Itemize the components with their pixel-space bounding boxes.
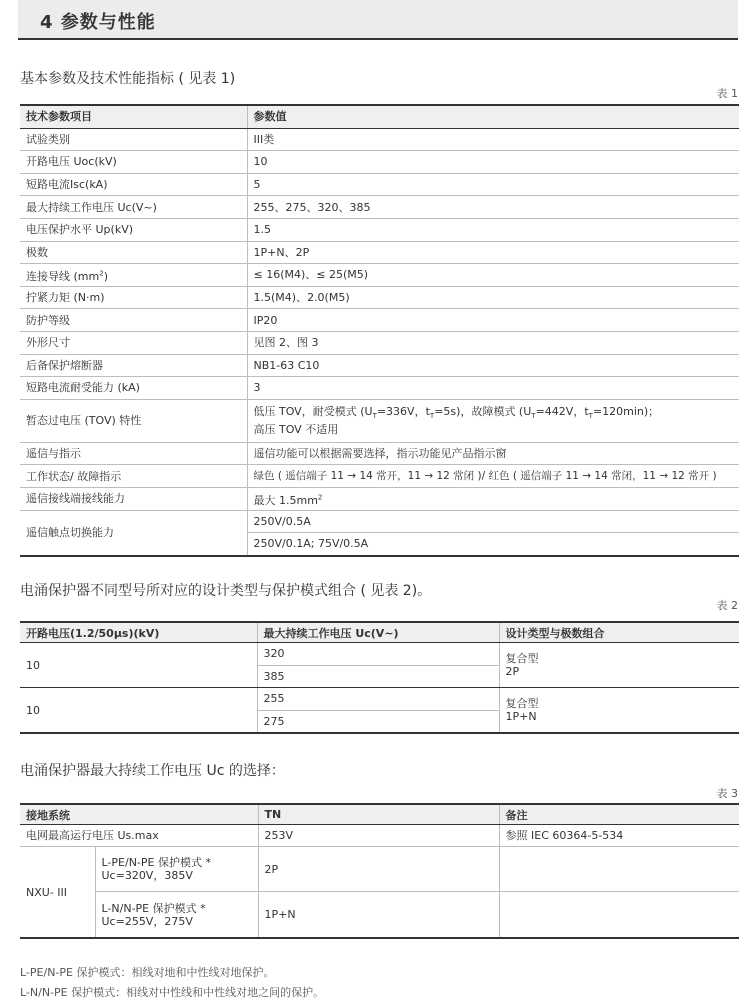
poles-label: 2P: [505, 665, 520, 678]
col-header-uoc: 开路电压(1.2/50μs)(kV): [20, 622, 257, 643]
mode-note: [499, 892, 739, 938]
table1-intro: 基本参数及技术性能指标 ( 见表 1): [20, 71, 236, 87]
uc-cell: 275: [257, 710, 499, 733]
param-value: 3: [247, 377, 739, 400]
table-row: [20, 286, 739, 309]
param-value: 1P+N、2P: [247, 241, 739, 264]
param-value: [247, 487, 739, 510]
table2-intro: 电涌保护器不同型号所对应的设计类型与保护模式组合 ( 见表 2)。: [20, 583, 432, 599]
col-header-value: 参数值: [247, 105, 739, 128]
section-header: [18, 0, 738, 40]
col-header-uc: 最大持续工作电压 Uc(V~): [257, 622, 499, 643]
param-value: 见图 2、图 3: [247, 331, 739, 354]
mode-label: L-N/N-PE 保护模式 *: [101, 901, 206, 915]
mode-tn: 1P+N: [258, 892, 499, 938]
col-header-grounding: 接地系统: [20, 804, 258, 825]
mode-note: [499, 847, 739, 892]
table-row: [20, 309, 739, 332]
usmax-tn: 253V: [258, 825, 499, 847]
table-header-row: [20, 105, 739, 128]
table3-label: 表 3: [716, 787, 738, 800]
footnote-1: L-PE/N-PE 保护模式：相线对地和中性线对地保护。: [20, 966, 275, 979]
table-row: [20, 196, 739, 219]
param-value: 1.5(M4)、2.0(M5): [247, 286, 739, 309]
table-row: [20, 643, 739, 666]
mode-label: L-PE/N-PE 保护模式 *: [101, 856, 211, 870]
poles-label: 1P+N: [505, 710, 537, 723]
param-name: 防护等级: [20, 309, 247, 332]
table-header-row: [20, 622, 739, 643]
param-name: 后备保护熔断器: [20, 354, 247, 377]
mode-uc: Uc=320V，385V: [101, 869, 193, 883]
mode-cell: [95, 892, 258, 938]
table-row: [20, 151, 739, 174]
param-value: 1.5: [247, 218, 739, 241]
table1-label: 表 1: [716, 87, 738, 100]
param-name: 电压保护水平 Up(kV): [20, 218, 247, 241]
param-name: [20, 264, 247, 287]
param-value: III类: [247, 128, 739, 151]
mode-tn: 2P: [258, 847, 499, 892]
table-row: [20, 487, 739, 510]
param-value: NB1-63 C10: [247, 354, 739, 377]
param-value: 255、275、320、385: [247, 196, 739, 219]
table-row: [20, 354, 739, 377]
table-row: [20, 847, 739, 892]
param-value: 5: [247, 173, 739, 196]
table-row: [20, 264, 739, 287]
col-header-item: 技术参数项目: [20, 105, 247, 128]
uoc-cell: 10: [20, 643, 257, 688]
param-name: 短路电流Isc(kA): [20, 173, 247, 196]
param-name: 拧紧力矩 (N·m): [20, 286, 247, 309]
type-label: 复合型: [505, 697, 539, 710]
type-cell: [499, 688, 739, 734]
param-value: ≤ 16(M4)、≤ 25(M5): [247, 264, 739, 287]
table-row: [20, 173, 739, 196]
table-row: [20, 377, 739, 400]
param-name: 遥信接线端接线能力: [20, 487, 247, 510]
param-name: 短路电流耐受能力 (kA): [20, 377, 247, 400]
usmax-label: 电网最高运行电压 Us.max: [20, 825, 258, 847]
param-value: 遥信功能可以根据需要选择，指示功能见产品指示窗: [247, 442, 739, 465]
mode-cell: [95, 847, 258, 892]
table-row: [20, 241, 739, 264]
col-header-tn: TN: [258, 804, 499, 825]
table-row: [20, 688, 739, 711]
param-name: 最大持续工作电压 Uc(V~): [20, 196, 247, 219]
uoc-cell: 10: [20, 688, 257, 734]
param-value: 绿色 ( 遥信端子 11 → 14 常开，11 → 12 常闭 )/ 红色 ( 遥信端子 11 → 14 常闭，11 → 12 常开 ): [247, 465, 739, 488]
type-cell: [499, 643, 739, 688]
table-row: [20, 442, 739, 465]
table3-intro: 电涌保护器最大持续工作电压 Uc 的选择：: [20, 763, 285, 779]
table-header-row: [20, 804, 739, 825]
table2-label: 表 2: [716, 599, 738, 612]
param-name: 遥信触点切换能力: [20, 510, 247, 556]
param-value-text: 最大 $1.5mm^2$: [253, 492, 323, 507]
table-row: [20, 218, 739, 241]
mode-uc: Uc=255V，275V: [101, 914, 193, 928]
tov-line-2: 高压 TOV 不适用: [253, 423, 339, 437]
param-name: 暂态过电压 (TOV) 特性: [20, 399, 247, 442]
uc-selection-table: [20, 803, 739, 939]
param-name: 外形尺寸: [20, 331, 247, 354]
param-name: 开路电压 Uoc(kV): [20, 151, 247, 174]
uc-cell: 255: [257, 688, 499, 711]
param-value: 10: [247, 151, 739, 174]
table-row: [20, 510, 739, 533]
table-row: [20, 892, 739, 938]
table-row: [20, 331, 739, 354]
col-header-type: 设计类型与极数组合: [499, 622, 739, 643]
footnote-2: L-N/N-PE 保护模式：相线对中性线和中性线对地之间的保护。: [20, 986, 325, 999]
param-name: 工作状态/ 故障指示: [20, 465, 247, 488]
uc-cell: 385: [257, 665, 499, 688]
uc-cell: 320: [257, 643, 499, 666]
usmax-note: 参照 IEC 60364-5-534: [499, 825, 739, 847]
param-value: IP20: [247, 309, 739, 332]
table-row: [20, 825, 739, 847]
param-value: 250V/0.1A; 75V/0.5A: [247, 533, 739, 556]
table-row: [20, 128, 739, 151]
param-name: 极数: [20, 241, 247, 264]
col-header-note: 备注: [499, 804, 739, 825]
table-row: [20, 399, 739, 442]
section-title: 4 参数与性能: [40, 12, 156, 33]
table-row: [20, 465, 739, 488]
type-label: 复合型: [505, 652, 539, 665]
param-name: 遥信与指示: [20, 442, 247, 465]
param-value: 250V/0.5A: [247, 510, 739, 533]
tov-line-1: 低压 TOV，耐受模式 ($U_T=336V$，$t_T=5s$)，故障模式 ($U_T=442V$，$t_T=120\min$)；: [253, 405, 660, 421]
param-name: 试验类别: [20, 128, 247, 151]
design-type-table: [20, 621, 739, 734]
param-name-text: 连接导线 $(mm^2)$: [26, 269, 108, 283]
param-value: [247, 399, 739, 442]
model-cell: NXU- III: [20, 847, 95, 939]
parameters-table: [20, 104, 739, 557]
